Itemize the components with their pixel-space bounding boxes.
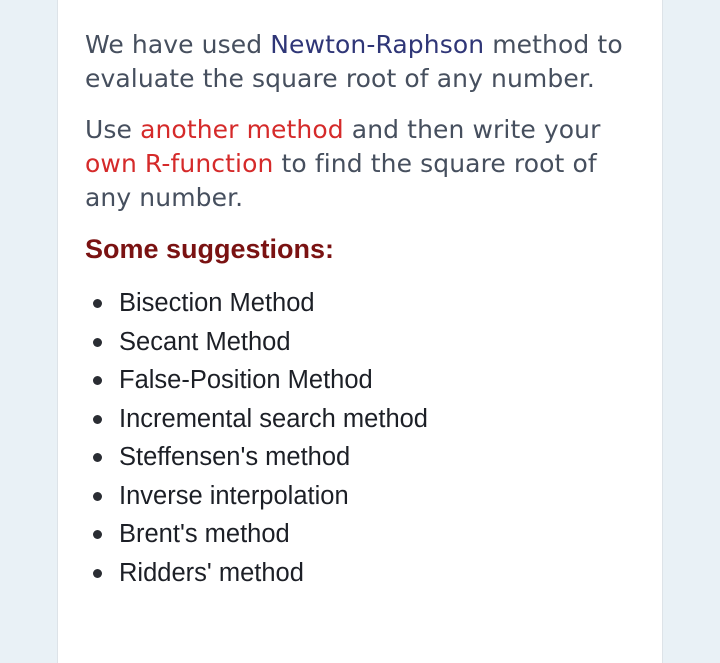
own-r-function-highlight: own R-function [85, 149, 274, 178]
another-method-highlight: another method [140, 115, 344, 144]
content-card [57, 0, 663, 663]
list-item-label: Steffensen's method [119, 443, 351, 471]
bullet-icon [93, 376, 102, 385]
list-item [85, 400, 645, 439]
list-item [85, 361, 645, 400]
list-item [85, 554, 645, 593]
task-paragraph [85, 113, 645, 215]
intro-text-end: method to evaluate the square root of any number. [85, 30, 623, 93]
card-content [85, 28, 645, 592]
intro-text-start: We have used [85, 30, 271, 59]
bullet-icon [93, 492, 102, 501]
task-text-1: Use [85, 115, 141, 144]
task-text-3: to find the square root of any number. [85, 149, 597, 212]
list-item-label: Bisection Method [119, 289, 315, 317]
newton-raphson-highlight: Newton-Raphson [270, 30, 485, 59]
suggestions-heading: Some suggestions: [85, 234, 335, 264]
list-item [85, 284, 645, 323]
list-item-label: Incremental search method [119, 404, 428, 433]
list-item [85, 515, 645, 554]
list-item [85, 477, 645, 516]
bullet-icon [93, 530, 102, 539]
list-item-label: Brent's method [119, 520, 290, 548]
bullet-icon [93, 415, 102, 424]
list-item-label: Inverse interpolation [119, 481, 349, 510]
list-item-label: Secant Method [119, 327, 291, 356]
bullet-icon [93, 299, 102, 308]
bullet-icon [93, 569, 102, 578]
list-item [85, 323, 645, 362]
suggestions-list [85, 284, 645, 592]
bullet-icon [93, 338, 102, 347]
intro-paragraph [85, 28, 645, 96]
task-text-2: and then write your [343, 115, 601, 144]
list-item-label: Ridders' method [119, 558, 304, 587]
list-item [85, 438, 645, 477]
bullet-icon [93, 453, 102, 462]
list-item-label: False-Position Method [119, 366, 373, 394]
